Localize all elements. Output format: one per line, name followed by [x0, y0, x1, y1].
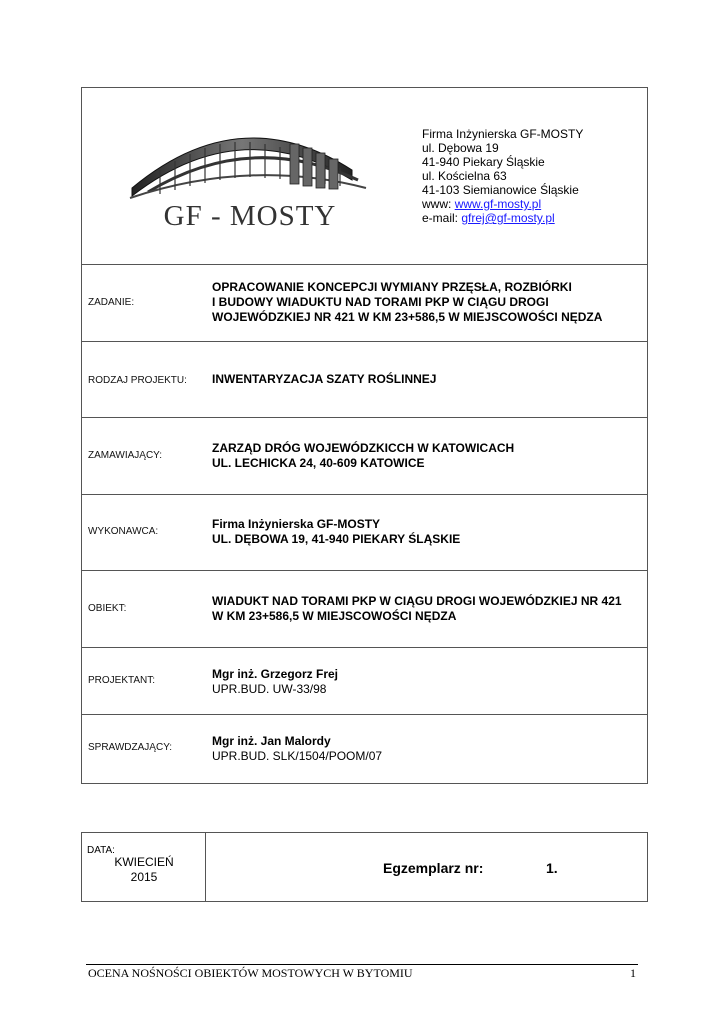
website-link[interactable]: www.gf-mosty.pl [454, 197, 542, 211]
obiekt-label: OBIEKT: [88, 603, 127, 614]
row-divider [81, 264, 648, 265]
projektant-name: Mgr inż. Grzegorz Frej [212, 667, 339, 681]
zadanie-line-1: OPRACOWANIE KONCEPCJI WYMIANY PRZĘSŁA, ROZBIÓRKI [212, 280, 572, 294]
sprawdzajacy-label: SPRAWDZAJĄCY: [88, 742, 173, 753]
email-label: e-mail: [422, 211, 459, 225]
company-www-line [422, 197, 583, 211]
rodzaj-projektu-value: INWENTARYZACJA SZATY ROŚLINNEJ [212, 372, 437, 386]
www-label: www: [422, 197, 452, 211]
row-divider [81, 647, 648, 648]
zadanie-label: ZADANIE: [88, 297, 135, 308]
sprawdzajacy-name: Mgr inż. Jan Malordy [212, 734, 331, 748]
logo-text: GF - MOSTY [163, 200, 337, 232]
company-city-1: 41-940 Piekary Śląskie [422, 155, 545, 169]
email-link[interactable]: gfrej@gf-mosty.pl [461, 211, 555, 225]
zadanie-line-3: WOJEWÓDZKIEJ NR 421 W KM 23+586,5 W MIEJSCOWOŚCI NĘDZA [212, 310, 603, 324]
egzemplarz-label: Egzemplarz nr: [383, 860, 484, 876]
row-divider [81, 714, 648, 715]
zamawiajacy-line-1: ZARZĄD DRÓG WOJEWÓDZKICCH W KATOWICACH [212, 441, 515, 455]
company-address-1: ul. Dębowa 19 [422, 141, 499, 155]
obiekt-line-1: WIADUKT NAD TORAMI PKP W CIĄGU DROGI WOJEWÓDZKIEJ NR 421 [212, 594, 622, 608]
company-info [422, 127, 583, 225]
egzemplarz-number: 1. [546, 860, 558, 876]
company-email-line [422, 211, 583, 225]
rodzaj-projektu-label: RODZAJ PROJEKTU: [88, 375, 187, 386]
wykonawca-line-1: Firma Inżynierska GF-MOSTY [212, 517, 381, 531]
bridge-arch-icon [120, 118, 380, 208]
company-logo [120, 118, 380, 238]
edition-box-divider [205, 832, 206, 902]
date-month: KWIECIEŃ [114, 855, 174, 869]
footer-title: OCENA NOŚNOŚCI OBIEKTÓW MOSTOWYCH W BYTOMIU [88, 966, 413, 980]
wykonawca-line-2: UL. DĘBOWA 19, 41-940 PIEKARY ŚLĄSKIE [212, 532, 461, 546]
wykonawca-label: WYKONAWCA: [88, 526, 159, 537]
sprawdzajacy-uprawnienia: UPR.BUD. SLK/1504/POOM/07 [212, 749, 383, 763]
zamawiajacy-label: ZAMAWIAJĄCY: [88, 450, 163, 461]
data-label: DATA: [87, 845, 115, 856]
company-address-2: ul. Kościelna 63 [422, 169, 507, 183]
obiekt-line-2: W KM 23+586,5 W MIEJSCOWOŚCI NĘDZA [212, 609, 457, 623]
footer-rule [86, 964, 638, 965]
date-year: 2015 [130, 870, 158, 884]
row-divider [81, 494, 648, 495]
row-divider [81, 417, 648, 418]
row-divider [81, 570, 648, 571]
projektant-label: PROJEKTANT: [88, 675, 156, 686]
zadanie-line-2: I BUDOWY WIADUKTU NAD TORAMI PKP W CIĄGU DROGI [212, 295, 549, 309]
zamawiajacy-line-2: UL. LECHICKA 24, 40-609 KATOWICE [212, 456, 425, 470]
row-divider [81, 341, 648, 342]
company-name: Firma Inżynierska GF-MOSTY [422, 127, 584, 141]
page-number: 1 [630, 966, 636, 980]
company-city-2: 41-103 Siemianowice Śląskie [422, 183, 579, 197]
projektant-uprawnienia: UPR.BUD. UW-33/98 [212, 682, 327, 696]
